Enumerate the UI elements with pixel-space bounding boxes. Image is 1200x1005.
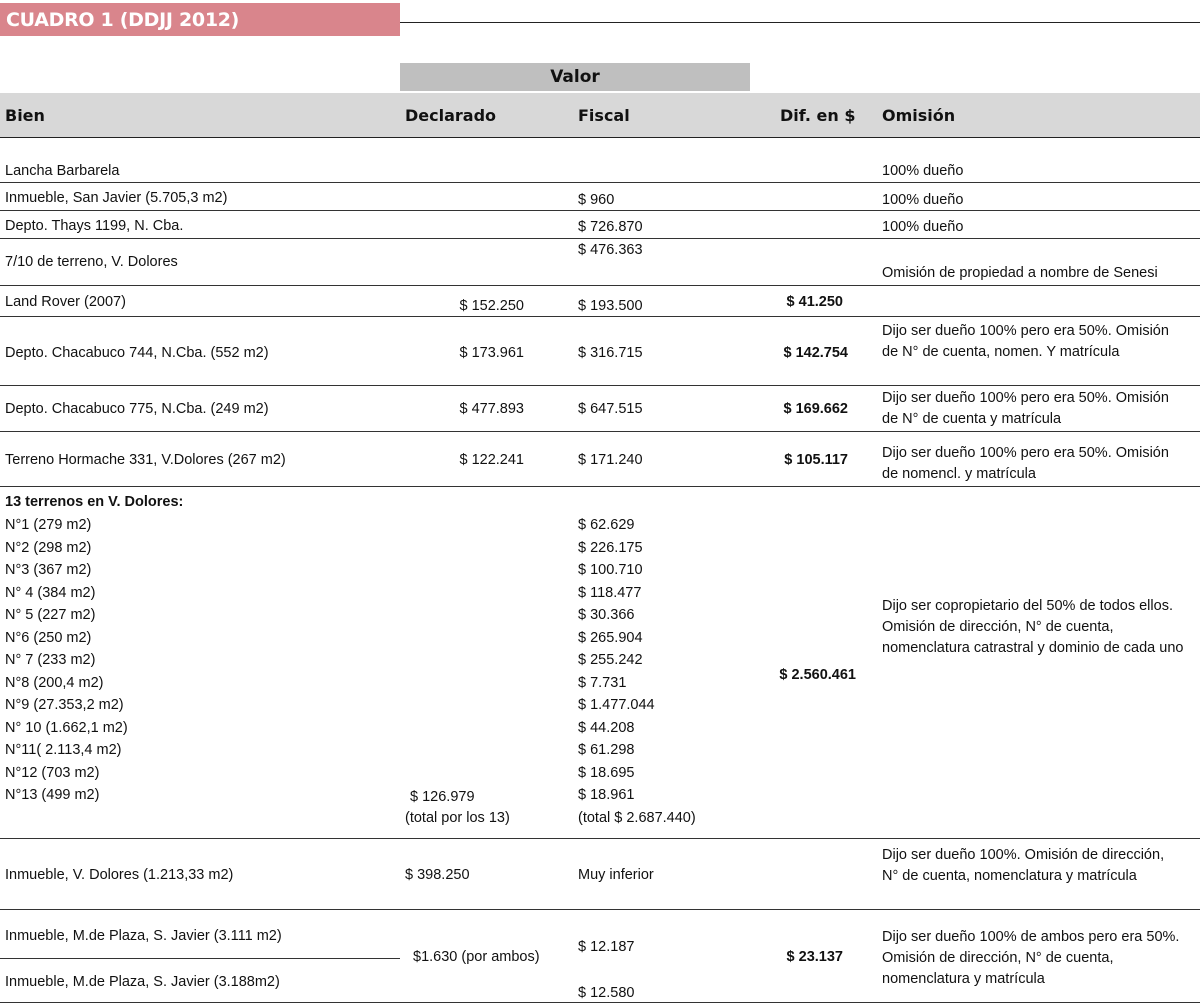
row-bien: Depto. Chacabuco 744, N.Cba. (552 m2) <box>5 345 269 361</box>
terreno-bien: N°9 (27.353,2 m2) <box>5 697 124 713</box>
row-divider <box>0 316 1200 317</box>
terreno-bien: N°6 (250 m2) <box>5 630 92 646</box>
row-divider <box>0 285 1200 286</box>
terreno-bien: N°11( 2.113,4 m2) <box>5 742 122 758</box>
row-declarado: $ 122.241 <box>459 452 524 468</box>
row-declarado: $ 152.250 <box>459 298 524 314</box>
sub-row-divider <box>0 958 400 959</box>
row-dif: $ 169.662 <box>783 401 848 417</box>
row-bien: Depto. Thays 1199, N. Cba. <box>5 218 184 234</box>
row-bien: Lancha Barbarela <box>5 163 120 179</box>
row-bien: Depto. Chacabuco 775, N.Cba. (249 m2) <box>5 401 269 417</box>
row-omision: Dijo ser dueño 100% de ambos pero era 50%. Omisión de dirección, N° de cuenta, nomenclatura y matrícula <box>882 929 1180 987</box>
terrenos-dif: $ 2.560.461 <box>779 667 856 683</box>
row-bien: Inmueble, M.de Plaza, S. Javier (3.188m2) <box>5 974 280 990</box>
terreno-bien: N°1 (279 m2) <box>5 517 92 533</box>
row-dif: $ 23.137 <box>786 949 843 965</box>
row-fiscal: $ 960 <box>578 192 615 208</box>
row-omision: Dijo ser dueño 100% pero era 50%. Omisión de nomencl. y matrícula <box>882 445 1169 482</box>
terreno-bien: N° 5 (227 m2) <box>5 607 96 623</box>
terreno-fiscal: $ 265.904 <box>578 630 643 646</box>
header-dif: Dif. en $ <box>780 106 856 125</box>
terreno-bien: N°2 (298 m2) <box>5 540 92 556</box>
row-bien: Terreno Hormache 331, V.Dolores (267 m2) <box>5 452 286 468</box>
column-header-row <box>0 93 1200 138</box>
header-declarado: Declarado <box>405 106 497 125</box>
row-omision: Dijo ser dueño 100% pero era 50%. Omisión de N° de cuenta y matrícula <box>882 390 1169 427</box>
row-divider <box>0 838 1200 839</box>
terreno-bien: N° 10 (1.662,1 m2) <box>5 720 128 736</box>
row-divider <box>0 909 1200 910</box>
row-bien: Inmueble, San Javier (5.705,3 m2) <box>5 190 228 206</box>
terrenos-declarado: $ 126.979 <box>410 789 475 805</box>
row-fiscal: Muy inferior <box>578 867 654 883</box>
row-divider <box>0 385 1200 386</box>
row-declarado: $ 173.961 <box>459 345 524 361</box>
row-divider <box>0 1002 1200 1003</box>
row-fiscal: $ 316.715 <box>578 345 643 361</box>
row-dif: $ 142.754 <box>783 345 848 361</box>
terreno-fiscal: $ 30.366 <box>578 607 635 623</box>
terrenos-heading: 13 terrenos en V. Dolores: <box>5 494 184 510</box>
row-dif: $ 41.250 <box>786 294 843 310</box>
terreno-fiscal: $ 226.175 <box>578 540 643 556</box>
row-omision: Dijo ser dueño 100% pero era 50%. Omisión de N° de cuenta, nomen. Y matrícula <box>882 323 1169 360</box>
row-fiscal: $ 193.500 <box>578 298 643 314</box>
row-bien: Inmueble, M.de Plaza, S. Javier (3.111 m2) <box>5 928 282 944</box>
terreno-fiscal: $ 118.477 <box>578 585 642 601</box>
row-divider <box>0 210 1200 211</box>
header-bien: Bien <box>5 106 45 125</box>
table-title: CUADRO 1 (DDJJ 2012) <box>6 9 240 31</box>
row-fiscal: $ 726.870 <box>578 219 643 235</box>
title-rule <box>400 22 1200 23</box>
row-omision: 100% dueño <box>882 163 964 179</box>
row-divider <box>0 238 1200 239</box>
terreno-bien: N°13 (499 m2) <box>5 787 100 803</box>
row-omision: 100% dueño <box>882 219 964 235</box>
row-omision: Omisión de propiedad a nombre de Senesi <box>882 265 1158 281</box>
terreno-fiscal: $ 44.208 <box>578 720 635 736</box>
row-dif: $ 105.117 <box>784 452 848 468</box>
terreno-fiscal: $ 100.710 <box>578 562 643 578</box>
row-bien: Inmueble, V. Dolores (1.213,33 m2) <box>5 867 234 883</box>
row-fiscal: $ 12.187 <box>578 939 635 955</box>
row-bien: Land Rover (2007) <box>5 294 126 310</box>
terreno-fiscal: $ 255.242 <box>578 652 643 668</box>
terrenos-fiscal-total: (total $ 2.687.440) <box>578 810 696 826</box>
row-declarado: $1.630 (por ambos) <box>413 949 540 965</box>
valor-label: Valor <box>550 67 600 87</box>
row-divider <box>0 431 1200 432</box>
terreno-fiscal: $ 7.731 <box>578 675 627 691</box>
terreno-bien: N°8 (200,4 m2) <box>5 675 104 691</box>
header-fiscal: Fiscal <box>578 106 630 125</box>
row-declarado: $ 477.893 <box>459 401 524 417</box>
terrenos-omision: Dijo ser copropietario del 50% de todos ellos. Omisión de dirección, N° de cuenta, nomenclatura catrastral y dominio de cada uno <box>882 598 1184 656</box>
terreno-fiscal: $ 61.298 <box>578 742 635 758</box>
terrenos-declarado-note: (total por los 13) <box>405 810 510 826</box>
row-declarado: $ 398.250 <box>405 867 470 883</box>
row-omision: 100% dueño <box>882 192 964 208</box>
terreno-fiscal: $ 1.477.044 <box>578 697 655 713</box>
terreno-fiscal: $ 62.629 <box>578 517 635 533</box>
row-bien: 7/10 de terreno, V. Dolores <box>5 254 178 270</box>
row-divider <box>0 486 1200 487</box>
header-omision: Omisión <box>882 106 956 125</box>
valor-group-header <box>400 63 750 91</box>
terreno-bien: N°12 (703 m2) <box>5 765 100 781</box>
row-omision: Dijo ser dueño 100%. Omisión de dirección, N° de cuenta, nomenclatura y matrícula <box>882 847 1165 884</box>
terreno-fiscal: $ 18.695 <box>578 765 635 781</box>
table-title-banner <box>0 3 400 36</box>
terreno-bien: N° 4 (384 m2) <box>5 585 96 601</box>
terreno-bien: N°3 (367 m2) <box>5 562 92 578</box>
row-divider <box>0 182 1200 183</box>
row-fiscal: $ 647.515 <box>578 401 643 417</box>
terreno-bien: N° 7 (233 m2) <box>5 652 96 668</box>
terreno-fiscal: $ 18.961 <box>578 787 635 803</box>
row-fiscal: $ 476.363 <box>578 242 643 258</box>
row-fiscal: $ 12.580 <box>578 985 635 1001</box>
row-fiscal: $ 171.240 <box>578 452 643 468</box>
